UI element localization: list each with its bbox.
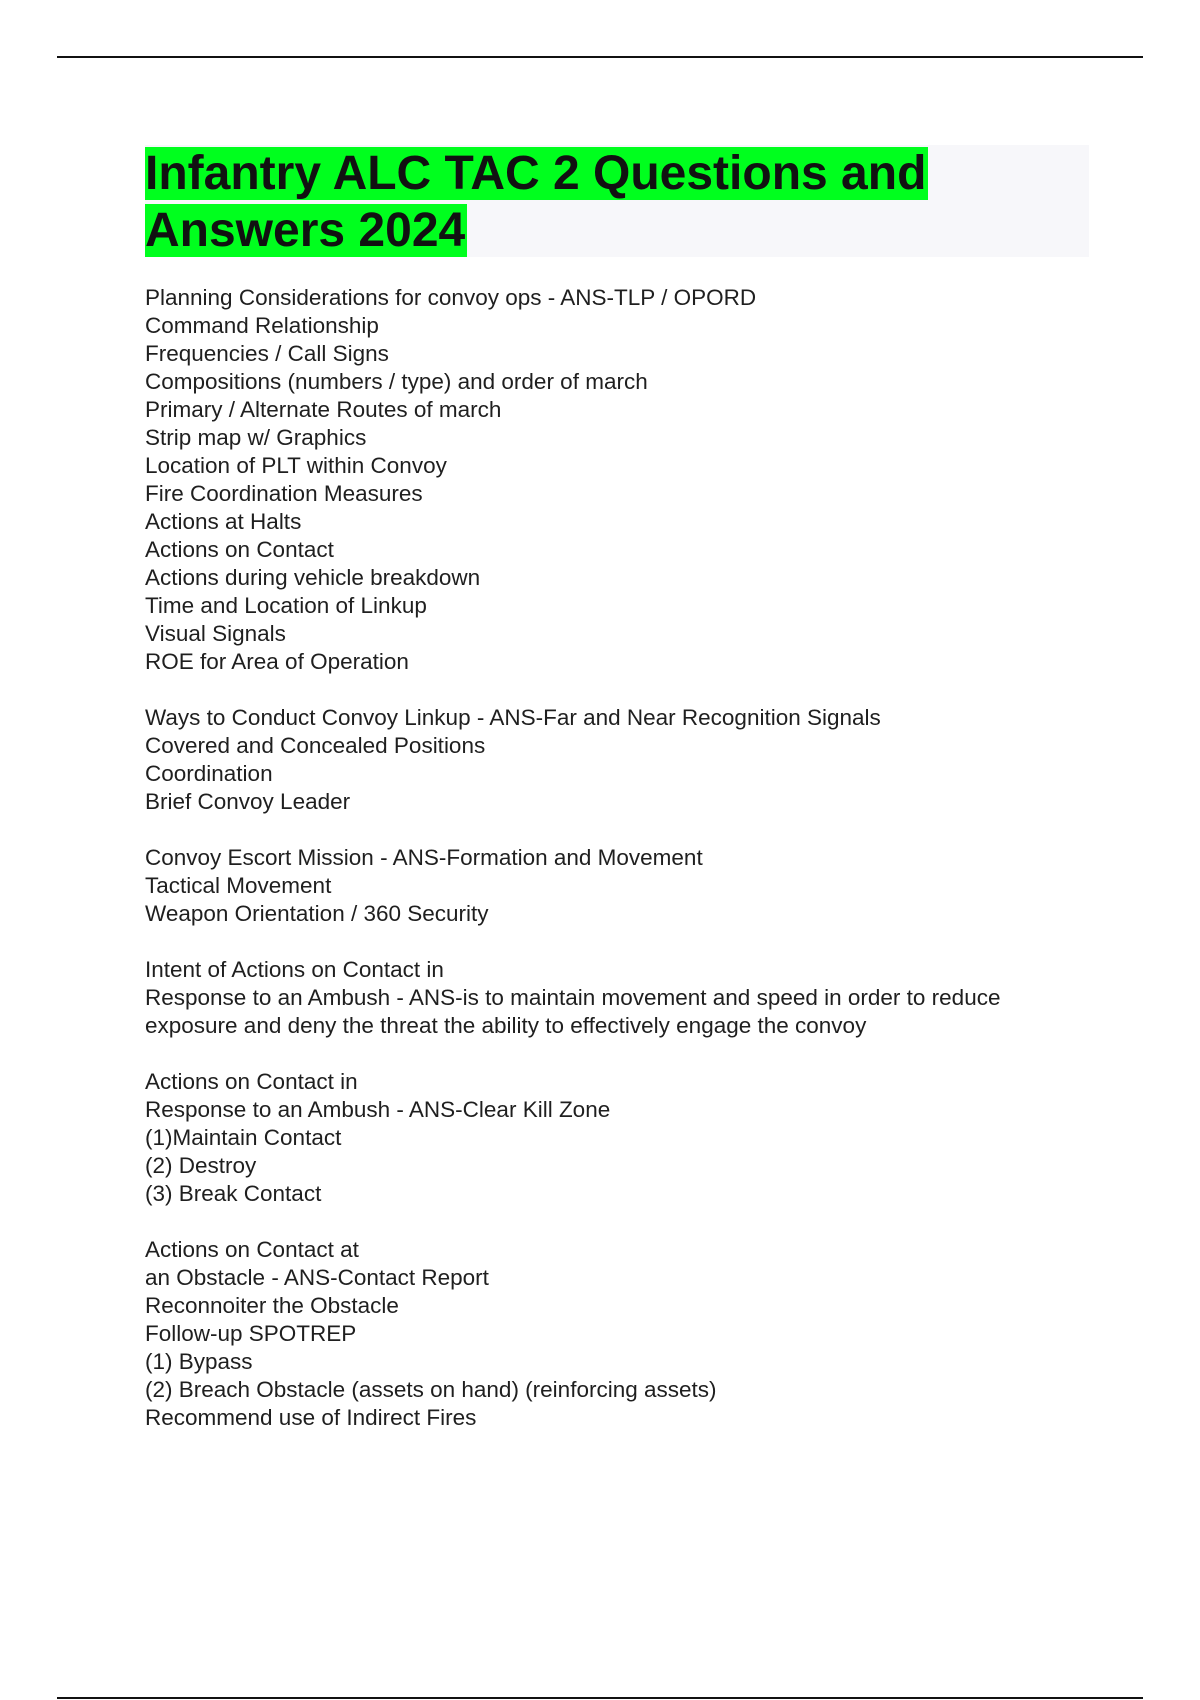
text-line: Convoy Escort Mission - ANS-Formation and Movement: [145, 845, 703, 870]
text-line: (2) Breach Obstacle (assets on hand) (reinforcing assets): [145, 1377, 717, 1402]
text-line: an Obstacle - ANS-Contact Report: [145, 1265, 489, 1290]
text-line: Follow-up SPOTREP: [145, 1321, 357, 1346]
text-line: exposure and deny the threat the ability to effectively engage the convoy: [145, 1013, 867, 1038]
title-block: [145, 145, 1089, 257]
text-line: Actions during vehicle breakdown: [145, 565, 481, 590]
text-line: (1) Bypass: [145, 1349, 253, 1374]
text-line: Planning Considerations for convoy ops - ANS-TLP / OPORD: [145, 285, 757, 310]
text-line: Compositions (numbers / type) and order of march: [145, 369, 648, 394]
text-line: Coordination: [145, 761, 273, 786]
text-line: Intent of Actions on Contact in: [145, 957, 444, 982]
text-line: Actions on Contact at: [145, 1237, 359, 1262]
text-line: Brief Convoy Leader: [145, 789, 351, 814]
text-line: Tactical Movement: [145, 873, 332, 898]
text-line: Visual Signals: [145, 621, 286, 646]
text-line: Actions at Halts: [145, 509, 302, 534]
text-line: Ways to Conduct Convoy Linkup - ANS-Far and Near Recognition Signals: [145, 705, 881, 730]
qa-item-convoy-escort: [145, 844, 1105, 928]
text-line: Reconnoiter the Obstacle: [145, 1293, 399, 1318]
top-rule: [57, 56, 1143, 58]
qa-item-actions-on-contact-obstacle: [145, 1236, 1105, 1432]
text-line: Response to an Ambush - ANS-is to maintain movement and speed in order to reduce: [145, 985, 1001, 1010]
text-line: Recommend use of Indirect Fires: [145, 1405, 477, 1430]
title-highlight: Infantry ALC TAC 2 Questions and Answers 2024: [145, 147, 927, 257]
document-title: [145, 145, 965, 259]
text-line: Command Relationship: [145, 313, 379, 338]
text-line: (2) Destroy: [145, 1153, 257, 1178]
text-line: Time and Location of Linkup: [145, 593, 427, 618]
text-line: (1)Maintain Contact: [145, 1125, 342, 1150]
text-line: Frequencies / Call Signs: [145, 341, 389, 366]
text-line: Actions on Contact: [145, 537, 334, 562]
text-line: (3) Break Contact: [145, 1181, 322, 1206]
text-line: Response to an Ambush - ANS-Clear Kill Zone: [145, 1097, 611, 1122]
text-line: ROE for Area of Operation: [145, 649, 409, 674]
qa-item-planning-considerations: [145, 284, 1105, 676]
text-line: Actions on Contact in: [145, 1069, 358, 1094]
text-line: Fire Coordination Measures: [145, 481, 423, 506]
qa-item-convoy-linkup: [145, 704, 1105, 816]
document-body: [145, 284, 1105, 1460]
text-line: Weapon Orientation / 360 Security: [145, 901, 489, 926]
bottom-rule: [57, 1697, 1143, 1699]
qa-item-intent-actions-on-contact: [145, 956, 1105, 1040]
text-line: Strip map w/ Graphics: [145, 425, 367, 450]
text-line: Covered and Concealed Positions: [145, 733, 486, 758]
qa-item-actions-on-contact-ambush: [145, 1068, 1105, 1208]
text-line: Location of PLT within Convoy: [145, 453, 447, 478]
text-line: Primary / Alternate Routes of march: [145, 397, 502, 422]
